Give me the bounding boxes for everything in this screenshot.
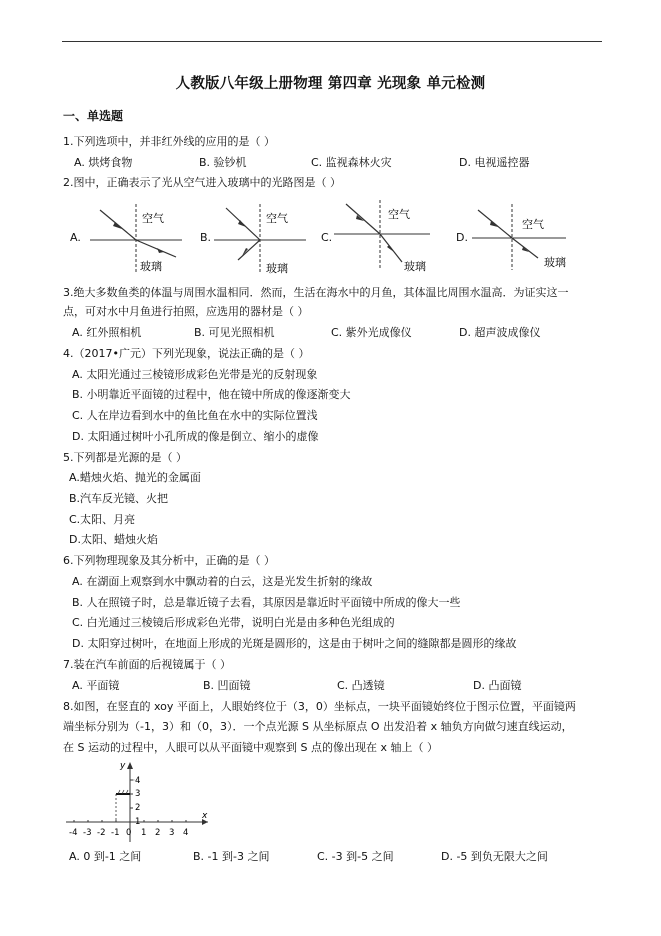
- q1-option-d[interactable]: D. 电视遥控器: [459, 156, 530, 169]
- q8-coordinate-figure: [62, 758, 214, 846]
- q2-diagram-b: [210, 202, 314, 280]
- q8-option-c[interactable]: C. -3 到-5 之间: [317, 850, 394, 863]
- x-tick: 0: [126, 828, 132, 838]
- air-label: 空气: [522, 218, 544, 231]
- q2-diagram-d: [466, 202, 576, 278]
- q8-stem-line1: 8.如图，在竖直的 xoy 平面上，人眼始终位于（3，0）坐标点，一块平面镜始终位于图示位置，平面镜两: [63, 700, 576, 713]
- q6-option-d[interactable]: D. 太阳穿过树叶，在地面上形成的光斑是圆形的，这是由于树叶之间的缝隙都是圆形的缘故: [72, 637, 517, 650]
- q5-option-c[interactable]: C.太阳、月亮: [69, 513, 136, 526]
- q6-option-b[interactable]: B. 人在照镜子时，总是靠近镜子去看，其原因是靠近时平面镜中所成的像大一些: [72, 596, 461, 609]
- page-title: 人教版八年级上册物理 第四章 光现象 单元检测: [175, 76, 486, 92]
- x-tick: -3: [83, 828, 92, 838]
- x-tick: 4: [183, 828, 189, 838]
- header-rule: [62, 41, 602, 42]
- air-label: 空气: [142, 212, 164, 225]
- q2-option-a[interactable]: A.: [70, 231, 81, 244]
- q8-option-d[interactable]: D. -5 到负无限大之间: [441, 850, 548, 863]
- q7-stem: 7.装在汽车前面的后视镜属于（ ）: [63, 658, 231, 671]
- q1-stem: 1.下列选项中，并非红外线的应用的是（ ）: [63, 135, 275, 148]
- q6-option-c[interactable]: C. 白光通过三棱镜后形成彩色光带，说明白光是由多种色光组成的: [72, 616, 395, 629]
- q7-option-b[interactable]: B. 凹面镜: [203, 679, 251, 692]
- q1-option-b[interactable]: B. 验钞机: [199, 156, 247, 169]
- q5-stem: 5.下列都是光源的是（ ）: [63, 451, 187, 464]
- glass-label: 玻璃: [140, 260, 162, 273]
- q8-option-a[interactable]: A. 0 到-1 之间: [69, 850, 142, 863]
- q3-option-a[interactable]: A. 红外照相机: [72, 326, 142, 339]
- q1-option-c[interactable]: C. 监视森林火灾: [311, 156, 392, 169]
- q3-option-b[interactable]: B. 可见光照相机: [194, 326, 275, 339]
- q2-option-b[interactable]: B.: [200, 231, 212, 244]
- q4-option-b[interactable]: B. 小明靠近平面镜的过程中，他在镜中所成的像逐渐变大: [72, 388, 351, 401]
- q7-option-a[interactable]: A. 平面镜: [72, 679, 120, 692]
- q3-stem-line2: 点，可对水中月鱼进行拍照，应选用的器材是（ ）: [63, 305, 309, 318]
- q4-option-a[interactable]: A. 太阳光通过三棱镜形成彩色光带是光的反射现象: [72, 368, 318, 381]
- q2-diagram-a: [86, 202, 190, 280]
- y-tick: 1: [135, 817, 141, 827]
- q7-option-c[interactable]: C. 凸透镜: [337, 679, 385, 692]
- q2-option-d[interactable]: D.: [456, 231, 468, 244]
- q1-option-a[interactable]: A. 烘烤食物: [74, 156, 133, 169]
- x-tick: 1: [141, 828, 147, 838]
- q2-option-c[interactable]: C.: [321, 231, 333, 244]
- q8-option-b[interactable]: B. -1 到-3 之间: [193, 850, 270, 863]
- q5-option-b[interactable]: B.汽车反光镜、火把: [69, 492, 169, 505]
- q3-option-c[interactable]: C. 紫外光成像仪: [331, 326, 412, 339]
- mirror: [116, 790, 130, 794]
- section-heading: 一、单选题: [63, 109, 124, 123]
- air-label: 空气: [388, 208, 410, 221]
- glass-label: 玻璃: [544, 256, 566, 269]
- q3-option-d[interactable]: D. 超声波成像仪: [459, 326, 541, 339]
- q6-option-a[interactable]: A. 在湖面上观察到水中飘动着的白云，这是光发生折射的缘故: [72, 575, 373, 588]
- q8-stem-line2: 端坐标分别为（-1，3）和（0，3）．一个点光源 S 从坐标原点 O 出发沿着 x 轴负方向做匀速直线运动，: [63, 720, 573, 733]
- q4-stem: 4.（2017•广元）下列光现象，说法正确的是（ ）: [63, 347, 310, 360]
- y-tick: 3: [135, 789, 141, 799]
- x-tick: -4: [69, 828, 78, 838]
- q4-option-c[interactable]: C. 人在岸边看到水中的鱼比鱼在水中的实际位置浅: [72, 409, 318, 422]
- glass-label: 玻璃: [266, 262, 288, 275]
- q2-diagram-c: [332, 198, 442, 278]
- y-tick: 4: [135, 776, 141, 786]
- x-tick: 3: [169, 828, 175, 838]
- q3-stem-line1: 3.绝大多数鱼类的体温与周围水温相同．然而，生活在海水中的月鱼，其体温比周围水温高．为证实这一: [63, 286, 569, 299]
- q5-option-a[interactable]: A.蜡烛火焰、抛光的金属面: [69, 471, 201, 484]
- x-tick: -2: [97, 828, 106, 838]
- q5-option-d[interactable]: D.太阳、蜡烛火焰: [69, 533, 158, 546]
- q7-option-d[interactable]: D. 凸面镜: [473, 679, 522, 692]
- q6-stem: 6.下列物理现象及其分析中，正确的是（ ）: [63, 554, 275, 567]
- x-tick: 2: [155, 828, 161, 838]
- x-axis-label: x: [202, 811, 208, 821]
- air-label: 空气: [266, 212, 288, 225]
- x-tick: -1: [111, 828, 120, 838]
- glass-label: 玻璃: [404, 260, 426, 273]
- y-axis-label: y: [120, 761, 126, 771]
- q2-stem: 2.图中，正确表示了光从空气进入玻璃中的光路图是（ ）: [63, 176, 341, 189]
- q4-option-d[interactable]: D. 太阳通过树叶小孔所成的像是倒立、缩小的虚像: [72, 430, 319, 443]
- q8-stem-line3: 在 S 运动的过程中，人眼可以从平面镜中观察到 S 点的像出现在 x 轴上（ ）: [63, 741, 438, 754]
- y-tick: 2: [135, 803, 141, 813]
